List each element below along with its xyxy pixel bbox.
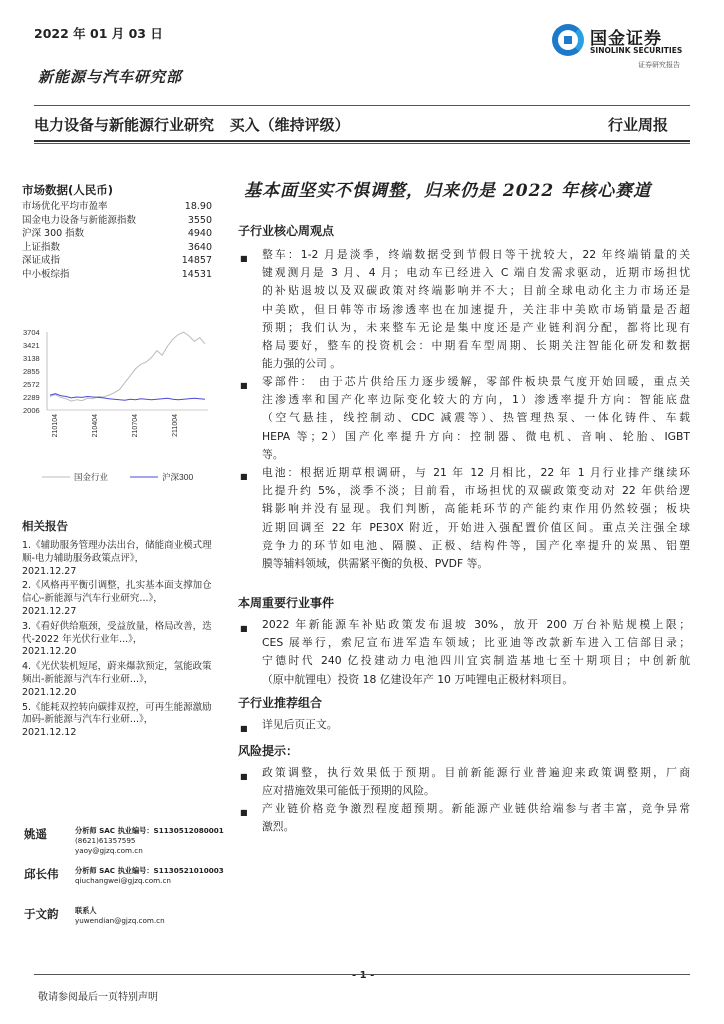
chart-series-line bbox=[50, 394, 205, 401]
market-data-value: 18.90 bbox=[184, 201, 212, 212]
market-data-label: 中小板综指 bbox=[22, 268, 70, 280]
market-data-title: 市场数据(人民币) bbox=[22, 183, 114, 197]
paragraph-line: 的补贴退坡以及双碳政策对终端影响并不大；目前全球电动化主力市场还是 bbox=[262, 284, 690, 298]
paragraph-line: 预期；我们认为，未来整车无论是集中度还是产业链利润分配，都将比现有 bbox=[262, 320, 690, 334]
related-reports-panel bbox=[22, 518, 212, 742]
paragraph-line: 近期回调至 22 年 PE30X 附近，开始进入强配置价值区间。重点关注强全球 bbox=[262, 520, 690, 534]
department-name: 新能源与汽车研究部 bbox=[38, 68, 183, 86]
section-risk: 风险提示： bbox=[238, 744, 299, 758]
market-data-label: 深证成指 bbox=[22, 255, 61, 267]
related-report-item[interactable] bbox=[22, 621, 212, 659]
logo-subtitle: 证券研究报告 bbox=[638, 61, 680, 69]
chart-y-tick-label: 2006 bbox=[23, 406, 40, 415]
chart-y-tick-label: 2572 bbox=[23, 380, 40, 389]
bullet-icon: ■ bbox=[240, 724, 248, 733]
related-report-title: 1.《辅助服务管理办法出台，储能商业模式理顺-电力辅助服务政策点评》， bbox=[22, 540, 212, 564]
related-report-title: 5.《能耗双控转向碳排双控，可再生能源激励加码-新能源与汽车行业研...》， bbox=[22, 701, 212, 726]
chart-x-tick-label: 210104 bbox=[52, 414, 59, 438]
page-number: - 1 - bbox=[352, 970, 375, 981]
report-type: 行业周报 bbox=[608, 116, 669, 134]
market-data-label: 市场优化平均市盈率 bbox=[22, 201, 108, 212]
market-data-row bbox=[22, 241, 212, 255]
section-weekly-events: 本周重要行业事件 bbox=[238, 596, 335, 610]
related-report-item[interactable] bbox=[22, 661, 212, 699]
analyst-name: 于文韵 bbox=[24, 907, 59, 921]
paragraph-line: 中美欧，但日韩等市场渗透率也在加速提升，关注非中美欧市场销量是否超 bbox=[262, 302, 690, 316]
chart-series-line bbox=[50, 332, 205, 401]
analyst-contact[interactable]: yaoy@gjzq.com.cn bbox=[75, 846, 143, 855]
report-main-title: 基本面坚实不惧调整，归来仍是 2022 年核心赛道 bbox=[244, 181, 652, 201]
chart-x-tick-label: 210704 bbox=[132, 414, 139, 438]
paragraph-line: （空气悬挂，线控制动、CDC 减震等）、热管理热泵、一体化铸件、车载 bbox=[262, 411, 690, 425]
chart-y-tick-label: 3138 bbox=[23, 354, 40, 363]
section-core-views: 子行业核心周观点 bbox=[238, 224, 335, 238]
chart-y-tick-label: 3421 bbox=[23, 341, 40, 350]
paragraph-line: 整车：1-2 月是淡季，终端数据受到节假日等干扰较大，22 年终端销量的关 bbox=[262, 248, 690, 261]
chart-y-tick-label: 2855 bbox=[23, 367, 40, 376]
paragraph-line: （原中航锂电）投资 18 亿建设年产 10 万吨锂电正极材料项目。 bbox=[262, 672, 574, 686]
market-data-value: 3550 bbox=[187, 214, 212, 226]
analyst-contact[interactable]: qiuchangwei@gjzq.com.cn bbox=[75, 876, 171, 885]
paragraph-line: 零部件： 由于芯片供给压力逐步缓解，零部件板块景气度开始回暖，重点关 bbox=[262, 375, 690, 388]
paragraph-line: 详见后页正文。 bbox=[262, 718, 338, 731]
paragraph-line: 辑影响并没有显现。我们判断，高能耗环节的产能约束作用仍然较强；板块 bbox=[262, 502, 690, 516]
logo-chinese-text: 国金证券 bbox=[590, 29, 662, 49]
paragraph-line: 电池：根据近期草根调研，与 21 年 12 月相比，22 年 1 月行业排产继续环 bbox=[262, 466, 690, 479]
paragraph-line: 比提升约 5%，淡季不淡；目前看，市场担忧的双碳政策变动对 22 年供给逻 bbox=[262, 484, 690, 498]
paragraph-risk-competition bbox=[262, 800, 690, 836]
market-data-value: 3640 bbox=[187, 241, 212, 253]
header-divider-top bbox=[34, 105, 690, 106]
related-reports-title: 相关报告 bbox=[22, 519, 68, 533]
paragraph-line: 膜等辅料领域，供需紧平衡的负极、PVDF 等。 bbox=[262, 557, 489, 571]
paragraph-line: 2022 年新能源车补贴政策发布退坡 30%，放开 200 万台补贴规模上限； bbox=[262, 618, 690, 631]
market-data-row bbox=[22, 200, 212, 214]
related-report-date: 2021.12.20 bbox=[22, 646, 77, 658]
paragraph-parts bbox=[262, 373, 690, 464]
bullet-icon: ■ bbox=[240, 381, 248, 390]
analyst-contact[interactable]: yuwendian@gjzq.com.cn bbox=[75, 916, 165, 925]
paragraph-events bbox=[262, 616, 690, 689]
paragraph-line: HEPA 等；2）国产化率提升方向：控制器、微电机、音响、轮胎、IGBT bbox=[262, 429, 690, 443]
bullet-icon: ■ bbox=[240, 472, 248, 481]
report-date: 2022 年 01 月 03 日 bbox=[34, 26, 163, 41]
market-data-label: 沪深 300 指数 bbox=[22, 228, 85, 240]
footer-divider bbox=[34, 974, 690, 975]
analyst-contact[interactable]: (8621)61357595 bbox=[75, 836, 136, 845]
market-data-label: 上证指数 bbox=[22, 241, 61, 253]
paragraph-risk-policy bbox=[262, 764, 690, 800]
related-report-title: 4.《光伏装机短尾，蔚来爆款预定，氢能政策频出-新能源与汽车行业研...》， bbox=[22, 661, 212, 685]
paragraph-line: 格局要好，整车的投资机会：中期看车型周期、长期关注智能化研发和数据 bbox=[262, 339, 690, 353]
paragraph-line: 竞争力的环节如电池、隔膜、正极、结构件等，国产化率提升的炭黑、铝塑 bbox=[262, 538, 690, 552]
industry-rating-line: 电力设备与新能源行业研究 买入（维持评级） bbox=[34, 116, 350, 134]
header-divider-bottom-thin bbox=[34, 143, 690, 144]
market-data-row bbox=[22, 227, 212, 241]
paragraph-line: 注渗透率和国产化率边际变化较大的方向，1）渗透率提升方向：智能底盘 bbox=[262, 393, 690, 407]
related-report-item[interactable] bbox=[22, 540, 212, 578]
chart-x-tick-label: 210404 bbox=[92, 414, 99, 438]
chart-legend-label: 沪深300 bbox=[162, 472, 194, 482]
related-report-title: 2.《风格再平衡引调整，扎实基本面支撑加仓信心-新能源与汽车行业研究...》， bbox=[22, 580, 212, 605]
analyst-name: 邱长伟 bbox=[24, 867, 59, 881]
market-data-value: 14531 bbox=[181, 268, 212, 280]
analyst-panel bbox=[24, 826, 224, 946]
paragraph-vehicle bbox=[262, 246, 690, 373]
analyst-credential: 联系人 bbox=[75, 906, 97, 915]
paragraph-line: CES 展举行，索尼宣布进军造车领域；比亚迪等改款新车进入工信部目录； bbox=[262, 636, 690, 650]
chart-legend-label: 国金行业 bbox=[74, 472, 109, 482]
market-data-value: 14857 bbox=[181, 255, 212, 267]
paragraph-line: 应对措施效果可能低于预期的风险。 bbox=[262, 784, 435, 798]
analyst-credential: 分析师 SAC 执业编号：S1130521010003 bbox=[75, 866, 224, 875]
paragraph-portfolio bbox=[262, 716, 690, 734]
section-recommended-portfolio: 子行业推荐组合 bbox=[238, 696, 323, 710]
market-data-row bbox=[22, 268, 212, 282]
related-report-title: 3.《看好供给瓶颈，受益放量，格局改善，迭代-2022 年光伏行业年...》， bbox=[22, 620, 212, 645]
logo-english-text: SINOLINK SECURITIES bbox=[590, 46, 683, 55]
paragraph-line: 键观测月是 3 月、4 月；电动车已经进入 C 端自发需求驱动，近期市场担忧 bbox=[262, 266, 690, 280]
paragraph-line: 能力强的公司 。 bbox=[262, 357, 342, 371]
paragraph-line: 宁德时代 240 亿投建动力电池四川宜宾制造基地七至十期项目；中创新航 bbox=[262, 654, 690, 668]
paragraph-line: 激烈。 bbox=[262, 820, 295, 834]
related-report-item[interactable] bbox=[22, 580, 212, 618]
paragraph-line: 产业链价格竞争激烈程度超预期。新能源产业链供给端参与者丰富，竞争异常 bbox=[262, 802, 690, 815]
related-report-date: 2021.12.27 bbox=[22, 565, 77, 577]
market-data-row bbox=[22, 254, 212, 268]
related-report-date: 2021.12.12 bbox=[22, 727, 77, 739]
disclaimer-text: 敬请参阅最后一页特别声明 bbox=[38, 992, 158, 1003]
chart-y-tick-label: 2289 bbox=[23, 393, 40, 402]
market-data-label: 国金电力设备与新能源指数 bbox=[22, 214, 137, 226]
chart-x-tick-label: 211004 bbox=[172, 414, 179, 437]
analyst-block bbox=[24, 826, 224, 866]
related-report-date: 2021.12.27 bbox=[22, 605, 77, 617]
market-data-panel bbox=[22, 182, 212, 282]
paragraph-line: 政策调整，执行效果低于预期。目前新能源行业普遍迎来政策调整期，厂商 bbox=[262, 766, 690, 779]
bullet-icon: ■ bbox=[240, 808, 248, 817]
bullet-icon: ■ bbox=[240, 624, 248, 633]
paragraph-battery bbox=[262, 464, 690, 573]
bullet-icon: ■ bbox=[240, 772, 248, 781]
market-data-row bbox=[22, 214, 212, 228]
index-chart bbox=[22, 322, 212, 487]
bullet-icon: ■ bbox=[240, 254, 248, 263]
chart-y-tick-label: 3704 bbox=[23, 328, 40, 337]
market-data-value: 4940 bbox=[187, 228, 212, 240]
analyst-credential: 分析师 SAC 执业编号：S1130512080001 bbox=[75, 826, 224, 835]
header-divider-bottom bbox=[34, 140, 690, 142]
logo-mark-icon bbox=[552, 24, 584, 56]
analyst-block bbox=[24, 906, 224, 946]
analyst-block bbox=[24, 866, 224, 906]
related-report-item[interactable] bbox=[22, 702, 212, 740]
related-report-date: 2021.12.20 bbox=[22, 686, 77, 698]
analyst-name: 姚遥 bbox=[24, 827, 47, 841]
paragraph-line: 等。 bbox=[262, 447, 284, 461]
company-logo bbox=[552, 24, 692, 64]
